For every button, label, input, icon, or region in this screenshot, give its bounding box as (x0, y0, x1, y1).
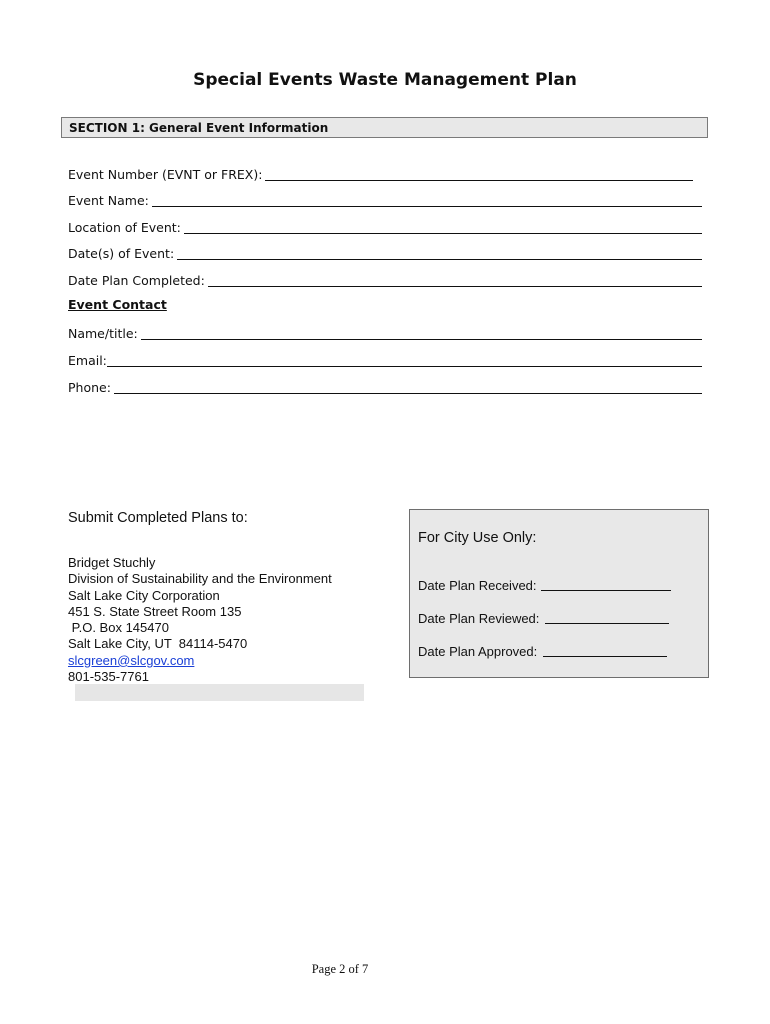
submit-address (68, 555, 332, 685)
event-number-line[interactable] (265, 179, 693, 181)
date-reviewed-row[interactable] (418, 611, 669, 626)
event-dates-field[interactable] (68, 244, 702, 262)
date-plan-completed-label: Date Plan Completed: (68, 273, 205, 288)
section-heading-box (61, 117, 708, 138)
event-number-label: Event Number (EVNT or FREX): (68, 167, 263, 182)
address-line: 451 S. State Street Room 135 (68, 603, 242, 619)
phone-number: 801-535-7761 (68, 669, 149, 685)
email-link[interactable]: slcgreen@slcgov.com (68, 652, 195, 668)
date-reviewed-label: Date Plan Reviewed: (418, 611, 540, 626)
event-name-label: Event Name: (68, 193, 149, 208)
event-contact-heading: Event Contact (68, 297, 167, 312)
contact-email-field[interactable] (68, 351, 702, 369)
page-title: Special Events Waste Management Plan (193, 70, 577, 90)
address-line: Division of Sustainability and the Environment (68, 571, 332, 587)
location-field[interactable] (68, 218, 702, 236)
contact-name-label: Name/title: (68, 326, 138, 341)
date-reviewed-line[interactable] (545, 622, 669, 624)
contact-phone-line[interactable] (114, 392, 702, 394)
address-line: Bridget Stuchly (68, 555, 156, 570)
location-label: Location of Event: (68, 220, 181, 235)
event-number-field[interactable] (68, 165, 693, 183)
event-dates-line[interactable] (177, 258, 702, 260)
contact-name-field[interactable] (68, 324, 702, 342)
contact-phone-label: Phone: (68, 380, 111, 395)
event-name-line[interactable] (152, 205, 702, 207)
address-line: Salt Lake City Corporation (68, 587, 220, 603)
contact-email-label: Email: (68, 353, 107, 368)
date-approved-row[interactable] (418, 644, 667, 659)
date-received-row[interactable] (418, 578, 671, 593)
gray-strip (75, 684, 364, 701)
event-name-field[interactable] (68, 191, 702, 209)
date-plan-completed-field[interactable] (68, 271, 702, 289)
event-dates-label: Date(s) of Event: (68, 246, 175, 261)
contact-name-line[interactable] (141, 338, 702, 340)
section-heading: SECTION 1: General Event Information (69, 121, 329, 135)
address-line: Salt Lake City, UT 84114-5470 (68, 636, 248, 652)
city-use-title: For City Use Only: (418, 530, 537, 546)
date-plan-completed-line[interactable] (208, 285, 702, 287)
date-approved-line[interactable] (543, 655, 667, 657)
date-received-line[interactable] (541, 589, 671, 591)
submit-heading: Submit Completed Plans to: (68, 510, 248, 526)
contact-phone-field[interactable] (68, 378, 702, 396)
date-received-label: Date Plan Received: (418, 578, 537, 593)
location-line[interactable] (184, 232, 702, 234)
address-line: P.O. Box 145470 (68, 620, 169, 636)
page-number: Page 2 of 7 (311, 962, 369, 976)
date-approved-label: Date Plan Approved: (418, 644, 538, 659)
contact-email-line[interactable] (107, 365, 702, 367)
city-use-box (409, 509, 709, 678)
